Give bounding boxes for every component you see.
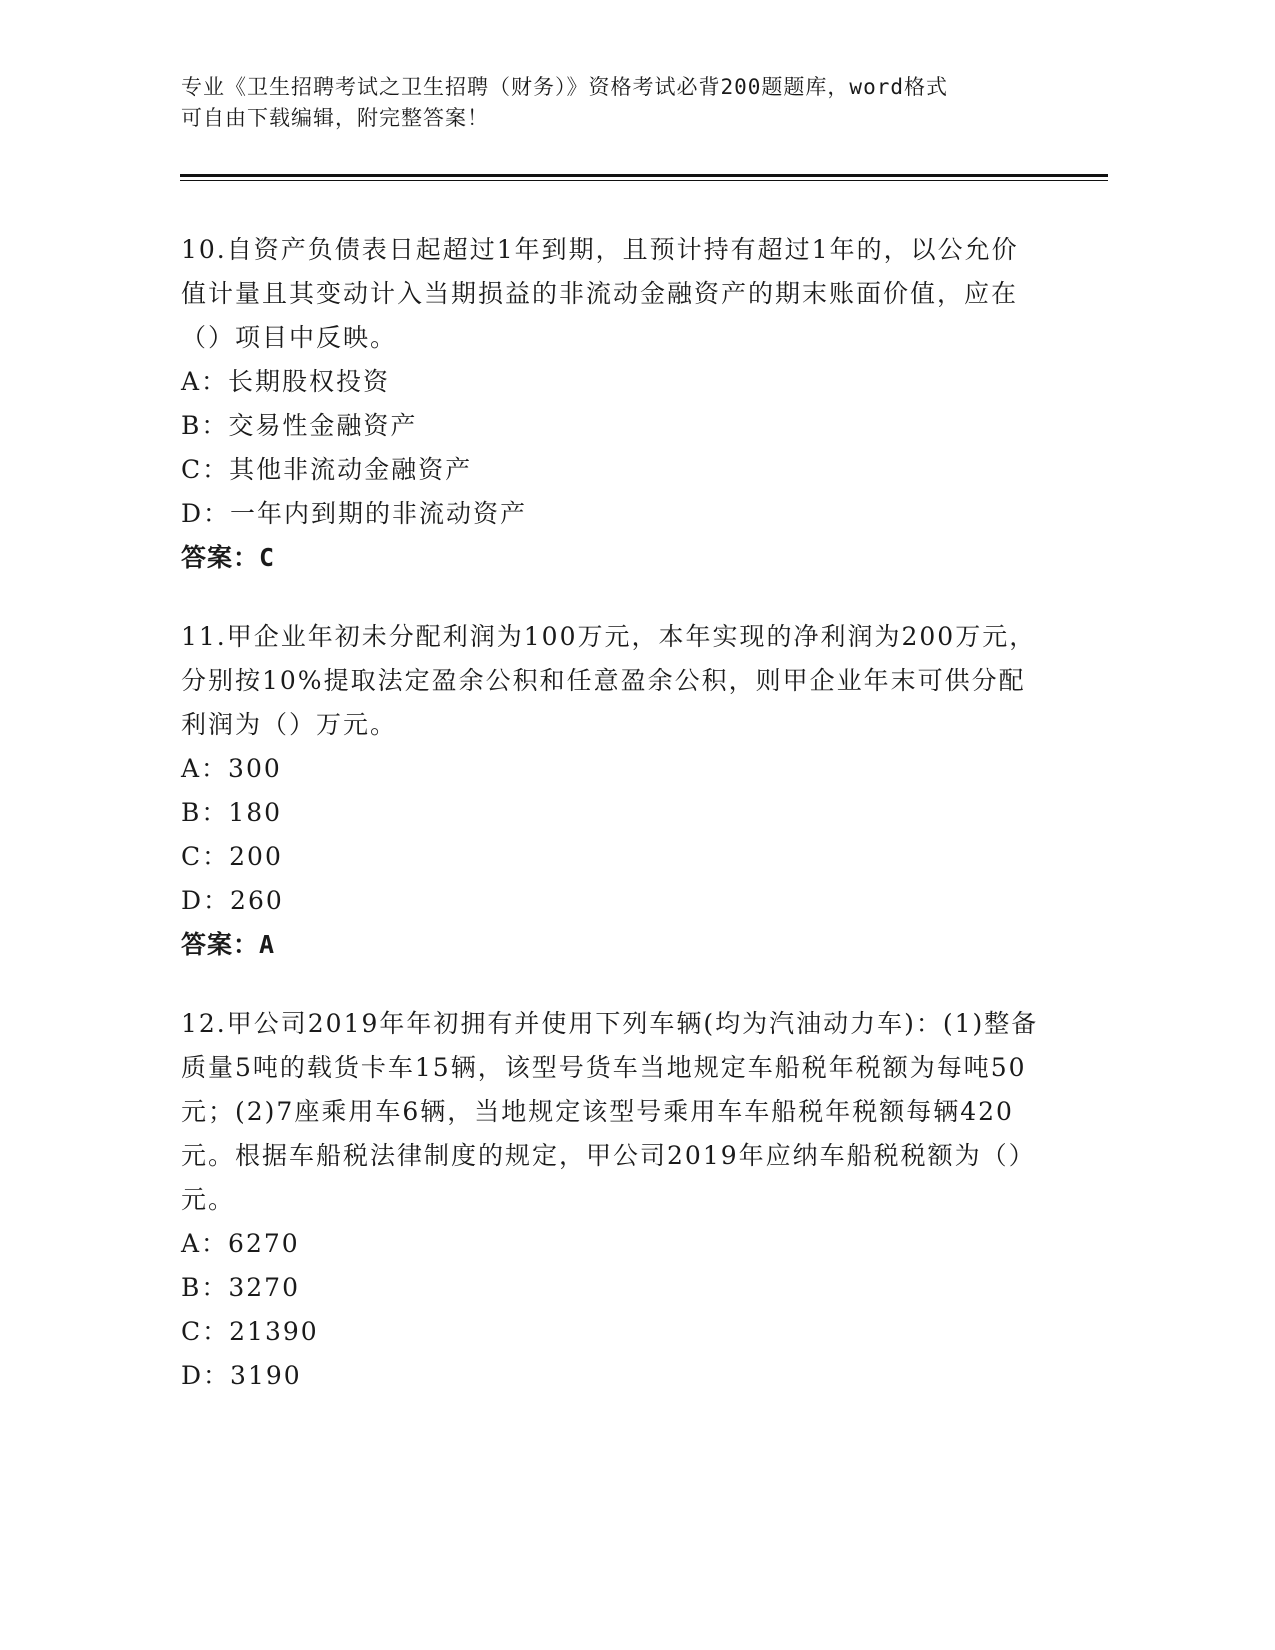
question-11 (181, 615, 1061, 967)
option-a: A：6270 (181, 1229, 300, 1258)
option-a: A：长期股权投资 (181, 367, 391, 396)
option-d: D：3190 (181, 1361, 302, 1390)
question-stem: 11.甲企业年初未分配利润为100万元，本年实现的净利润为200万元，分别按10%提取法定盈余公积和任意盈余公积，则甲企业年末可供分配利润为（）万元。 (181, 622, 1037, 739)
option-b: B：3270 (181, 1273, 300, 1302)
header-line-1: 专业《卫生招聘考试之卫生招聘（财务）》资格考试必背200题题库，word格式 (181, 75, 948, 99)
option-c: C：21390 (181, 1317, 319, 1346)
question-stem: 10.自资产负债表日起超过1年到期，且预计持有超过1年的，以公允价值计量且其变动计入当期损益的非流动金融资产的期末账面价值，应在（）项目中反映。 (181, 235, 1019, 352)
header-line-2: 可自由下载编辑，附完整答案！ (181, 106, 489, 130)
option-a: A：300 (181, 754, 282, 783)
option-b: B：交易性金融资产 (181, 411, 418, 440)
option-d: D：260 (181, 886, 284, 915)
answer: 答案：A (181, 930, 276, 959)
option-b: B：180 (181, 798, 283, 827)
question-list (181, 228, 1061, 1433)
option-c: C：其他非流动金融资产 (181, 455, 473, 484)
document-header (181, 72, 1061, 134)
question-10 (181, 228, 1061, 580)
question-12 (181, 1002, 1061, 1398)
header-rule-thick (180, 174, 1108, 177)
header-rule-thin (180, 180, 1108, 181)
question-stem: 12.甲公司2019年年初拥有并使用下列车辆(均为汽油动力车)：(1)整备质量5吨的载货卡车15辆，该型号货车当地规定车船税年税额为每吨50元；(2)7座乘用车6辆，当地规定该型号乘用车车船税年税额每辆420元。根据车船税法律制度的规定，甲公司2019年应纳车船税税额为（）元。 (181, 1009, 1039, 1214)
option-c: C：200 (181, 842, 283, 871)
answer: 答案：C (181, 543, 276, 572)
option-d: D：一年内到期的非流动资产 (181, 499, 528, 528)
